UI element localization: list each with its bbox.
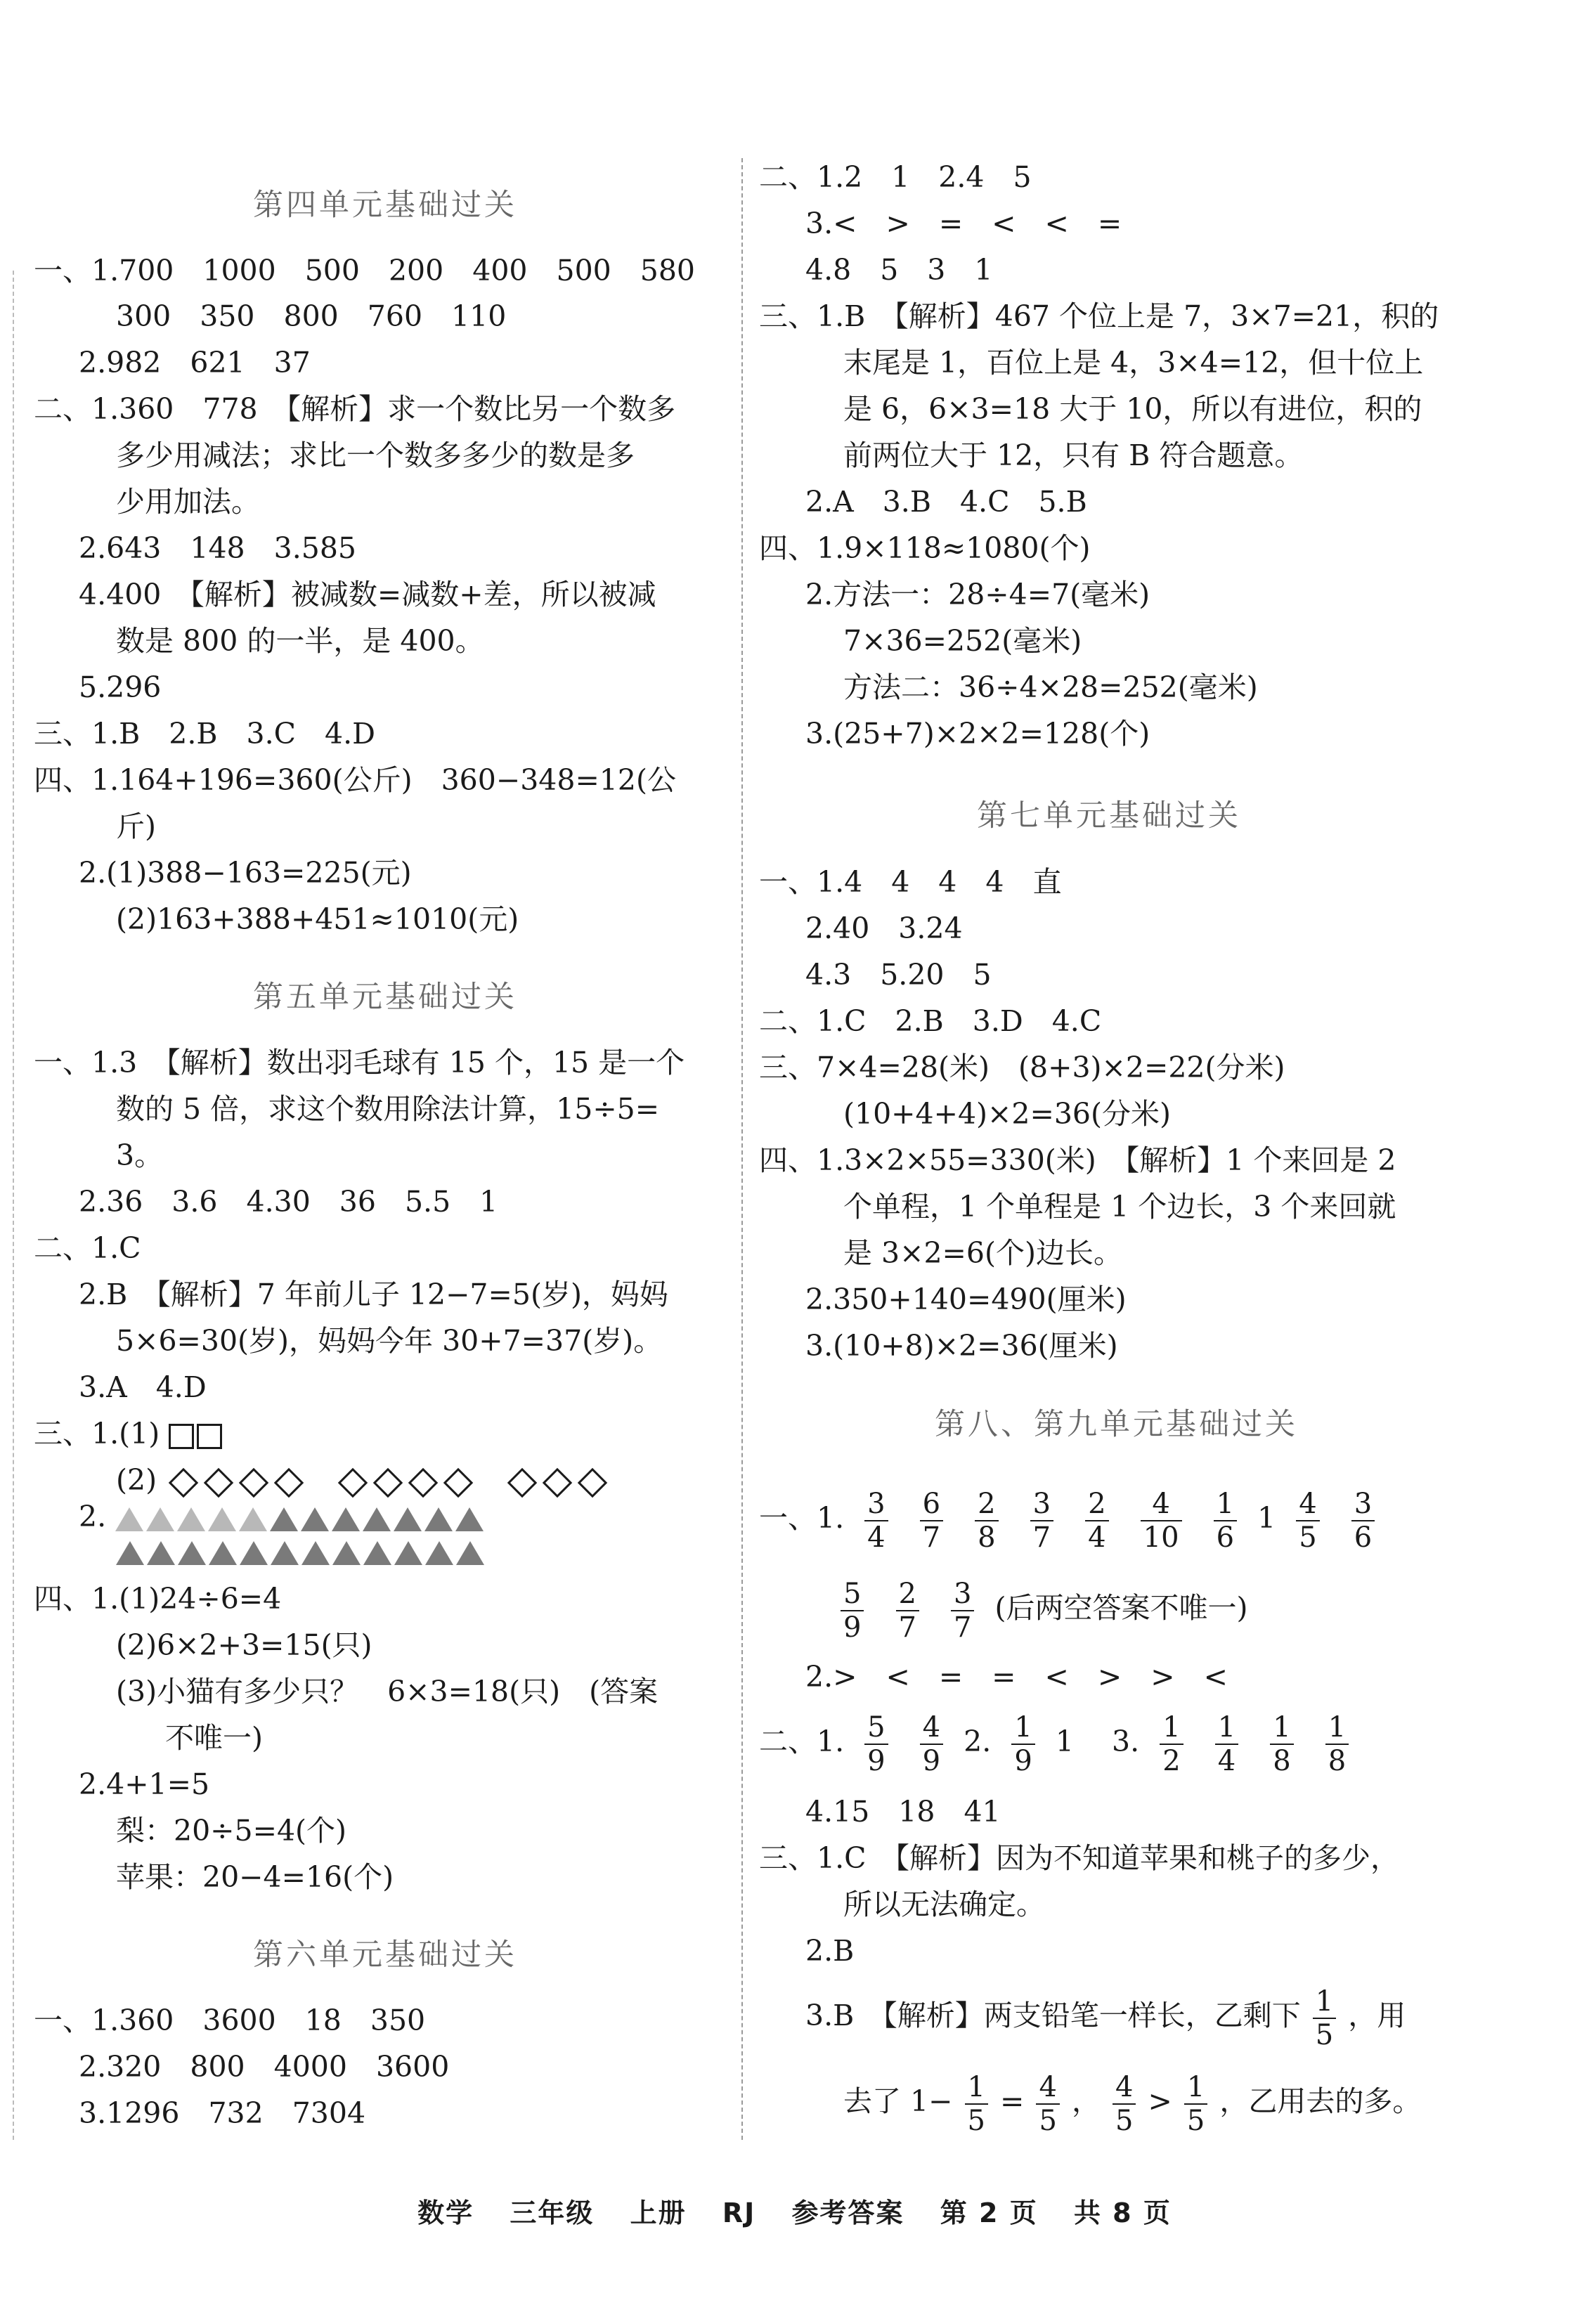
answer-line: 一、1.360 3600 18 350 bbox=[34, 2004, 426, 2037]
footer-edition: RJ bbox=[722, 2198, 756, 2228]
answer-line: 三、7×4=28(米) (8+3)×2=22(分米) bbox=[759, 1051, 1285, 1084]
fraction: $\frac{4}{10}$ bbox=[1141, 1488, 1182, 1554]
answer-line: 数的 5 倍，求这个数用除法计算，15÷5= bbox=[116, 1092, 660, 1126]
answer-line: (2)6×2+3=15(只) bbox=[116, 1628, 372, 1662]
fraction: $\frac{4}{5}$ bbox=[1113, 2071, 1136, 2137]
answer-note: (后两空答案不唯一) bbox=[994, 1591, 1248, 1625]
answer-line: 2.方法一：28÷4=7(毫米) bbox=[805, 578, 1150, 611]
fraction: $\frac{1}{2}$ bbox=[1160, 1711, 1183, 1777]
triangle-row-2 bbox=[116, 1534, 487, 1566]
footer-total: 共 8 页 bbox=[1073, 2198, 1172, 2228]
answer-line: 2.643 148 3.585 bbox=[79, 531, 357, 565]
answer-line: 三、1.B 【解析】467 个位上是 7，3×7=21，积的 bbox=[759, 299, 1439, 333]
answer-line: 末尾是 1，百位上是 4，3×4=12，但十位上 bbox=[843, 346, 1424, 379]
fraction: $\frac{1}{8}$ bbox=[1270, 1711, 1293, 1777]
answer-line: 2.4+1=5 bbox=[79, 1767, 210, 1801]
answer-line: 二、1.2 1 2.4 5 bbox=[759, 160, 1032, 194]
fraction: $\frac{1}{8}$ bbox=[1325, 1711, 1349, 1777]
answer-line: 3。 bbox=[116, 1138, 164, 1172]
answer-line: 2.> < = = < > > < bbox=[805, 1660, 1228, 1694]
square-shape bbox=[169, 1424, 194, 1449]
fraction: $\frac{1}{9}$ bbox=[1011, 1711, 1035, 1777]
fraction: $\frac{3}{4}$ bbox=[864, 1488, 888, 1554]
footer-grade: 三年级 bbox=[510, 2198, 595, 2228]
answer-line: 不唯一) bbox=[165, 1721, 263, 1755]
answer-line: 2.B 【解析】7 年前儿子 12−7=5(岁)，妈妈 bbox=[79, 1278, 668, 1311]
fraction: $\frac{5}{9}$ bbox=[864, 1711, 888, 1777]
answer-label: 三、1.(1) bbox=[34, 1417, 160, 1450]
fraction: $\frac{1}{5}$ bbox=[965, 2071, 988, 2137]
answer-line: 二、1.C bbox=[34, 1231, 141, 1265]
answer-line: 4.400 【解析】被减数=减数+差，所以被减 bbox=[79, 578, 656, 611]
answer-line: 三、1.B 2.B 3.C 4.D bbox=[34, 717, 375, 751]
answer-line: 3.(10+8)×2=36(厘米) bbox=[805, 1329, 1118, 1363]
answer-line: 一、1.700 1000 500 200 400 500 580 bbox=[34, 254, 695, 287]
answer-line: 方法二：36÷4×28=252(毫米) bbox=[843, 670, 1258, 704]
fraction: $\frac{2}{8}$ bbox=[975, 1488, 998, 1554]
fraction-row-3 bbox=[759, 1706, 1360, 1777]
section-title-unit4: 第四单元基础过关 bbox=[253, 188, 517, 223]
answer-label: 2. bbox=[79, 1500, 107, 1533]
fraction: $\frac{4}{5}$ bbox=[1296, 1488, 1319, 1554]
answer-line: 2.B bbox=[805, 1934, 855, 1968]
answer-label: 一、1. bbox=[759, 1501, 845, 1535]
answer-line: 二、1.360 778 【解析】求一个数比另一个数多 bbox=[34, 392, 676, 426]
answer-value: 1 bbox=[1257, 1501, 1276, 1535]
answer-line: 一、1.4 4 4 4 直 bbox=[759, 865, 1062, 899]
answer-line: 3.(25+7)×2×2=128(个) bbox=[805, 717, 1150, 751]
footer-volume: 上册 bbox=[630, 2198, 687, 2228]
answer-text: ， bbox=[1071, 2084, 1101, 2118]
answer-text: ，乙用去的多。 bbox=[1219, 2084, 1422, 2118]
answer-line: 个单程，1 个单程是 1 个边长，3 个来回就 bbox=[843, 1190, 1396, 1223]
fraction-row-1 bbox=[759, 1483, 1386, 1554]
column-divider bbox=[741, 158, 743, 2140]
answer-line: (3)小猫有多少只？ 6×3=18(只) (答案 bbox=[116, 1675, 659, 1708]
fraction: $\frac{3}{6}$ bbox=[1351, 1488, 1375, 1554]
answer-label: (2) bbox=[116, 1463, 157, 1497]
answer-line: 3.< > = < < = bbox=[805, 207, 1122, 240]
answer-line: 是 6，6×3=18 大于 10，所以有进位，积的 bbox=[843, 392, 1422, 426]
answer-line: 2.(1)388−163=225(元) bbox=[79, 856, 412, 890]
answer-line: 4.3 5.20 5 bbox=[805, 958, 992, 992]
answer-label: 3. bbox=[1112, 1725, 1140, 1758]
answer-line: 四、1.9×118≈1080(个) bbox=[759, 531, 1091, 565]
answer-line: 前两位大于 12，只有 B 符合题意。 bbox=[843, 439, 1304, 472]
answer-line: (10+4+4)×2=36(分米) bbox=[843, 1097, 1171, 1131]
section-title-unit8-9: 第八、第九单元基础过关 bbox=[935, 1407, 1298, 1442]
fraction: $\frac{4}{5}$ bbox=[1036, 2071, 1059, 2137]
answer-line: 300 350 800 760 110 bbox=[116, 299, 507, 333]
fraction: $\frac{1}{5}$ bbox=[1184, 2071, 1207, 2137]
answer-line: 多少用减法；求比一个数多多少的数是多 bbox=[116, 439, 635, 472]
answer-line: 7×36=252(毫米) bbox=[843, 624, 1082, 658]
fraction: $\frac{2}{4}$ bbox=[1085, 1488, 1108, 1554]
answer-line: 苹果：20−4=16(个) bbox=[116, 1860, 394, 1894]
answer-line: 四、1.164+196=360(公斤) 360−348=12(公 bbox=[34, 763, 676, 797]
answer-line: 三、1.C 【解析】因为不知道苹果和桃子的多少， bbox=[759, 1841, 1399, 1875]
answer-label: 二、1. bbox=[759, 1725, 845, 1758]
answer-line-diamonds bbox=[116, 1459, 610, 1501]
answer-line: 3.1296 732 7304 bbox=[79, 2096, 366, 2130]
answer-line: 4.15 18 41 bbox=[805, 1795, 1001, 1829]
answer-line: 数是 800 的一半，是 400。 bbox=[116, 624, 484, 658]
answer-line: 二、1.C 2.B 3.D 4.C bbox=[759, 1004, 1102, 1038]
answer-line: 四、1.3×2×55=330(米) 【解析】1 个来回是 2 bbox=[759, 1143, 1396, 1177]
answer-line: 2.A 3.B 4.C 5.B bbox=[805, 485, 1087, 519]
answer-line: 5×6=30(岁)，妈妈今年 30+7=37(岁)。 bbox=[116, 1324, 663, 1358]
section-title-unit6: 第六单元基础过关 bbox=[253, 1937, 517, 1973]
fraction: $\frac{1}{4}$ bbox=[1215, 1711, 1238, 1777]
fraction: $\frac{2}{7}$ bbox=[896, 1578, 919, 1644]
answer-line: 2.350+140=490(厘米) bbox=[805, 1283, 1127, 1316]
footer-subject: 数学 bbox=[417, 2198, 474, 2228]
answer-value: 1 bbox=[1055, 1725, 1074, 1758]
answer-line: 5.296 bbox=[79, 670, 162, 704]
answer-line-with-fractions bbox=[843, 2066, 1421, 2137]
answer-text: = bbox=[1000, 2084, 1025, 2118]
answer-label: 2. bbox=[964, 1725, 992, 1758]
answer-line: 是 3×2=6(个)边长。 bbox=[843, 1236, 1122, 1270]
page-footer bbox=[0, 2191, 1589, 2230]
footer-section: 参考答案 bbox=[791, 2198, 904, 2228]
answer-line: 四、1.(1)24÷6=4 bbox=[34, 1582, 282, 1616]
left-margin-divider bbox=[13, 271, 14, 2140]
answer-line: 所以无法确定。 bbox=[843, 1888, 1045, 1921]
answer-line: (2)163+388+451≈1010(元) bbox=[116, 902, 519, 936]
answer-line: 3.A 4.D bbox=[79, 1370, 207, 1404]
answer-line: 4.8 5 3 1 bbox=[805, 253, 993, 287]
answer-text: > bbox=[1148, 2084, 1172, 2118]
answer-line: 斤) bbox=[116, 810, 156, 843]
fraction: $\frac{6}{7}$ bbox=[920, 1488, 943, 1554]
answer-line: 一、1.3 【解析】数出羽毛球有 15 个，15 是一个 bbox=[34, 1046, 685, 1079]
fraction: $\frac{5}{9}$ bbox=[841, 1578, 864, 1644]
fraction: $\frac{4}{9}$ bbox=[920, 1711, 943, 1777]
section-title-unit7: 第七单元基础过关 bbox=[977, 798, 1241, 833]
answer-text: 去了 1− bbox=[843, 2084, 953, 2118]
square-shape bbox=[197, 1424, 222, 1449]
answer-line-with-fraction bbox=[805, 1980, 1406, 2051]
footer-page: 第 2 页 bbox=[940, 2198, 1038, 2228]
section-title-unit5: 第五单元基础过关 bbox=[253, 980, 517, 1015]
fraction-row-2 bbox=[829, 1573, 1248, 1644]
answer-line: 少用加法。 bbox=[116, 485, 260, 519]
fraction: $\frac{1}{6}$ bbox=[1214, 1488, 1237, 1554]
answer-line: 2.320 800 4000 3600 bbox=[79, 2050, 450, 2084]
answer-line-squares bbox=[34, 1413, 225, 1455]
fraction: $\frac{3}{7}$ bbox=[951, 1578, 974, 1644]
answer-line-triangles bbox=[79, 1500, 486, 1533]
answer-text: 3.B 【解析】两支铅笔一样长，乙剩下 bbox=[805, 1999, 1301, 2032]
answer-line: 2.982 621 37 bbox=[79, 346, 311, 379]
answer-text: ，用 bbox=[1348, 1999, 1406, 2032]
fraction: $\frac{3}{7}$ bbox=[1030, 1488, 1053, 1554]
answer-line: 梨：20÷5=4(个) bbox=[116, 1814, 347, 1848]
answer-line: 2.36 3.6 4.30 36 5.5 1 bbox=[79, 1185, 498, 1219]
answer-line: 2.40 3.24 bbox=[805, 911, 963, 945]
fraction: $\frac{1}{5}$ bbox=[1313, 1985, 1336, 2051]
